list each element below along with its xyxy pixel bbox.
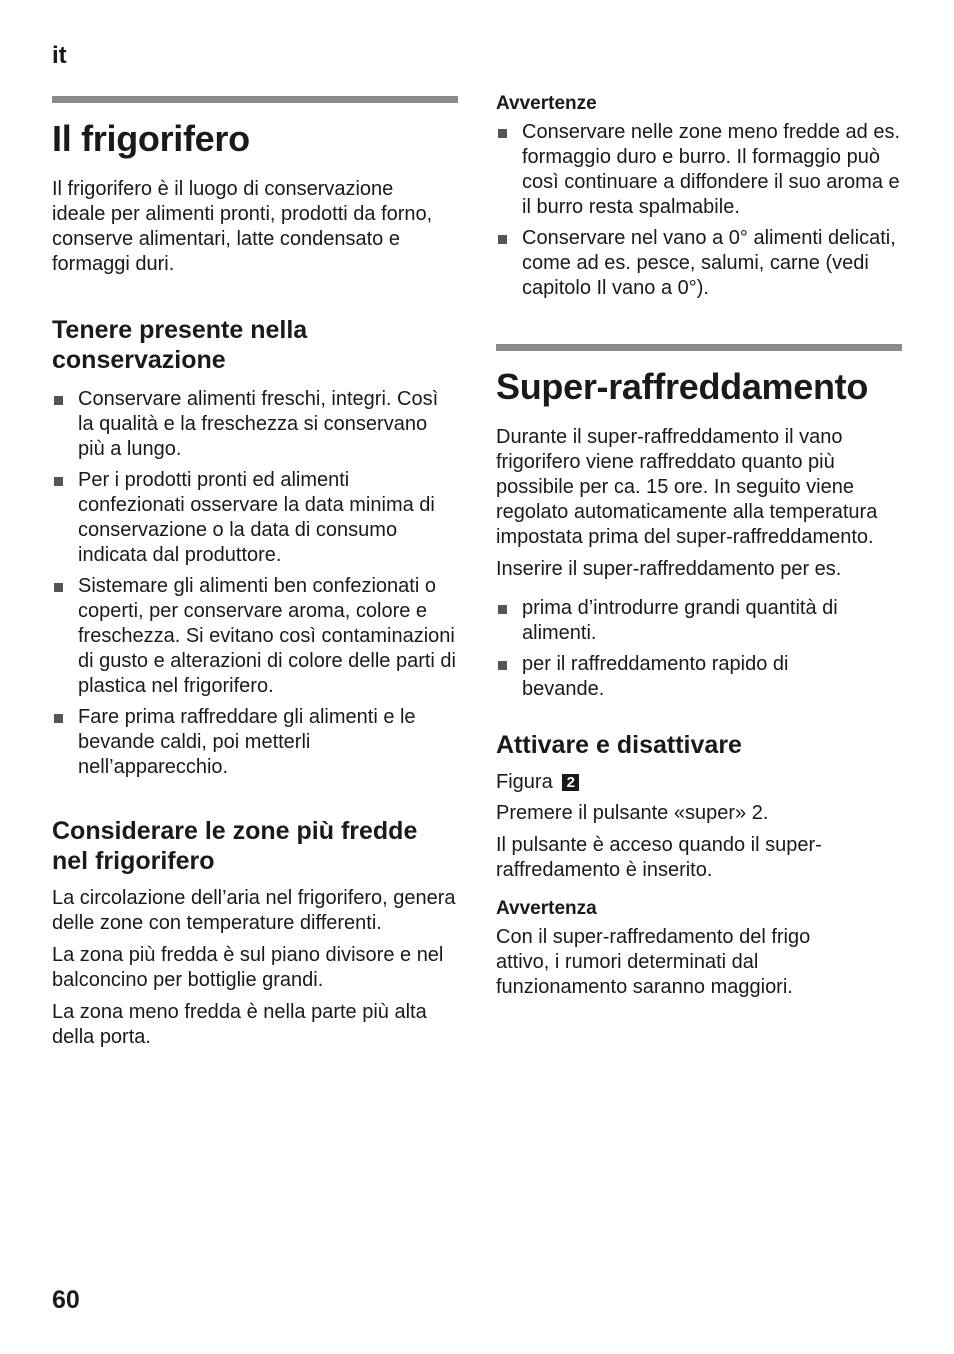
bullet-icon	[498, 661, 507, 670]
list-item-text: Per i prodotti pronti ed alimenti confezionati osservare la data minima di conservazione o la data di consumo indicata dal produttore.	[78, 469, 435, 566]
left-column	[52, 0, 458, 1050]
bullet-icon	[498, 605, 507, 614]
section-title-fridge: Il frigorifero	[52, 118, 250, 159]
list-item-text: Conservare nelle zone meno fredde ad es. formaggio duro e burro. Il formaggio può così continuare a diffondere il suo aroma e il burro resta spalmabile.	[522, 121, 901, 218]
section-rule	[52, 96, 458, 103]
note-heading: Avvertenza	[496, 898, 597, 919]
bullet-icon	[498, 235, 507, 244]
list-item	[496, 120, 902, 220]
list-item-text: prima d’introdurre grandi quantità di alimenti.	[522, 597, 838, 644]
list-item-text: per il raffreddamento rapido di bevande.	[522, 653, 789, 700]
super-cooling-usage: Inserire il super-raffreddamento per es.	[496, 558, 842, 580]
list-item	[496, 596, 862, 646]
subheading-activate: Attivare e disattivare	[496, 731, 742, 759]
list-item-text: Conservare alimenti freschi, integri. Così la qualità e la freschezza si conservano più a lungo.	[78, 388, 439, 460]
list-item-text: Conservare nel vano a 0° alimenti delicati, come ad es. pesce, salumi, carne (vedi capitolo Il vano a 0°).	[522, 227, 896, 299]
list-item-text: Sistemare gli alimenti ben confezionati o coperti, per conservare aroma, colore e freschezza. Si evitano così contaminazioni di gusto e alterazioni di colore delle parti di plastica nel frigorifero.	[78, 575, 456, 697]
list-item	[496, 226, 902, 301]
bullet-icon	[54, 583, 63, 592]
cold-zones-paragraph: La zona più fredda è sul piano divisore e nel balconcino per bottiglie grandi.	[52, 944, 444, 991]
bullet-icon	[54, 396, 63, 405]
page-number: 60	[52, 1286, 80, 1314]
bullet-icon	[54, 477, 63, 486]
note-text: Con il super-raffredamento del frigo attivo, i rumori determinati dal funzionamento saranno maggiori.	[496, 926, 811, 998]
storage-list	[52, 387, 458, 780]
subheading-storage: Tenere presente nella conservazione	[52, 316, 308, 374]
list-item	[52, 574, 458, 699]
bullet-icon	[54, 714, 63, 723]
right-column	[496, 0, 902, 1000]
cold-zones-paragraph: La circolazione dell’aria nel frigorifero, genera delle zone con temperature differenti.	[52, 887, 456, 934]
section-rule	[496, 344, 902, 351]
cold-zones-paragraph: La zona meno fredda è nella parte più alta della porta.	[52, 1001, 427, 1048]
figure-number-badge: 2	[562, 774, 579, 791]
list-item	[52, 387, 458, 462]
list-item-text: Fare prima raffreddare gli alimenti e le bevande caldi, poi metterli nell’apparecchio.	[78, 706, 416, 778]
activate-step: Premere il pulsante «super» 2.	[496, 802, 769, 824]
figure-label: Figura	[496, 771, 553, 793]
list-item	[52, 468, 458, 568]
usage-list	[496, 596, 902, 702]
fridge-intro: Il frigorifero è il luogo di conservazione ideale per alimenti pronti, prodotti da forno, conserve alimentari, latte condensato e formaggi duri.	[52, 178, 433, 275]
section-title-super-cooling: Super-raffreddamento	[496, 366, 869, 407]
super-cooling-intro: Durante il super-raffreddamento il vano frigorifero viene raffreddato quanto più possibile per ca. 15 ore. In seguito viene regolato automaticamente alla temperatura impostata prima del super-raffreddamento.	[496, 426, 878, 548]
activate-info: Il pulsante è acceso quando il super-raffredamento è inserito.	[496, 834, 822, 881]
bullet-icon	[498, 129, 507, 138]
notes-heading: Avvertenze	[496, 93, 597, 114]
list-item	[496, 652, 822, 702]
notes-list	[496, 120, 902, 301]
figure-reference	[496, 770, 902, 795]
language-code: it	[52, 42, 67, 69]
list-item	[52, 705, 458, 780]
subheading-cold-zones: Considerare le zone più fredde nel frigorifero	[52, 817, 418, 875]
